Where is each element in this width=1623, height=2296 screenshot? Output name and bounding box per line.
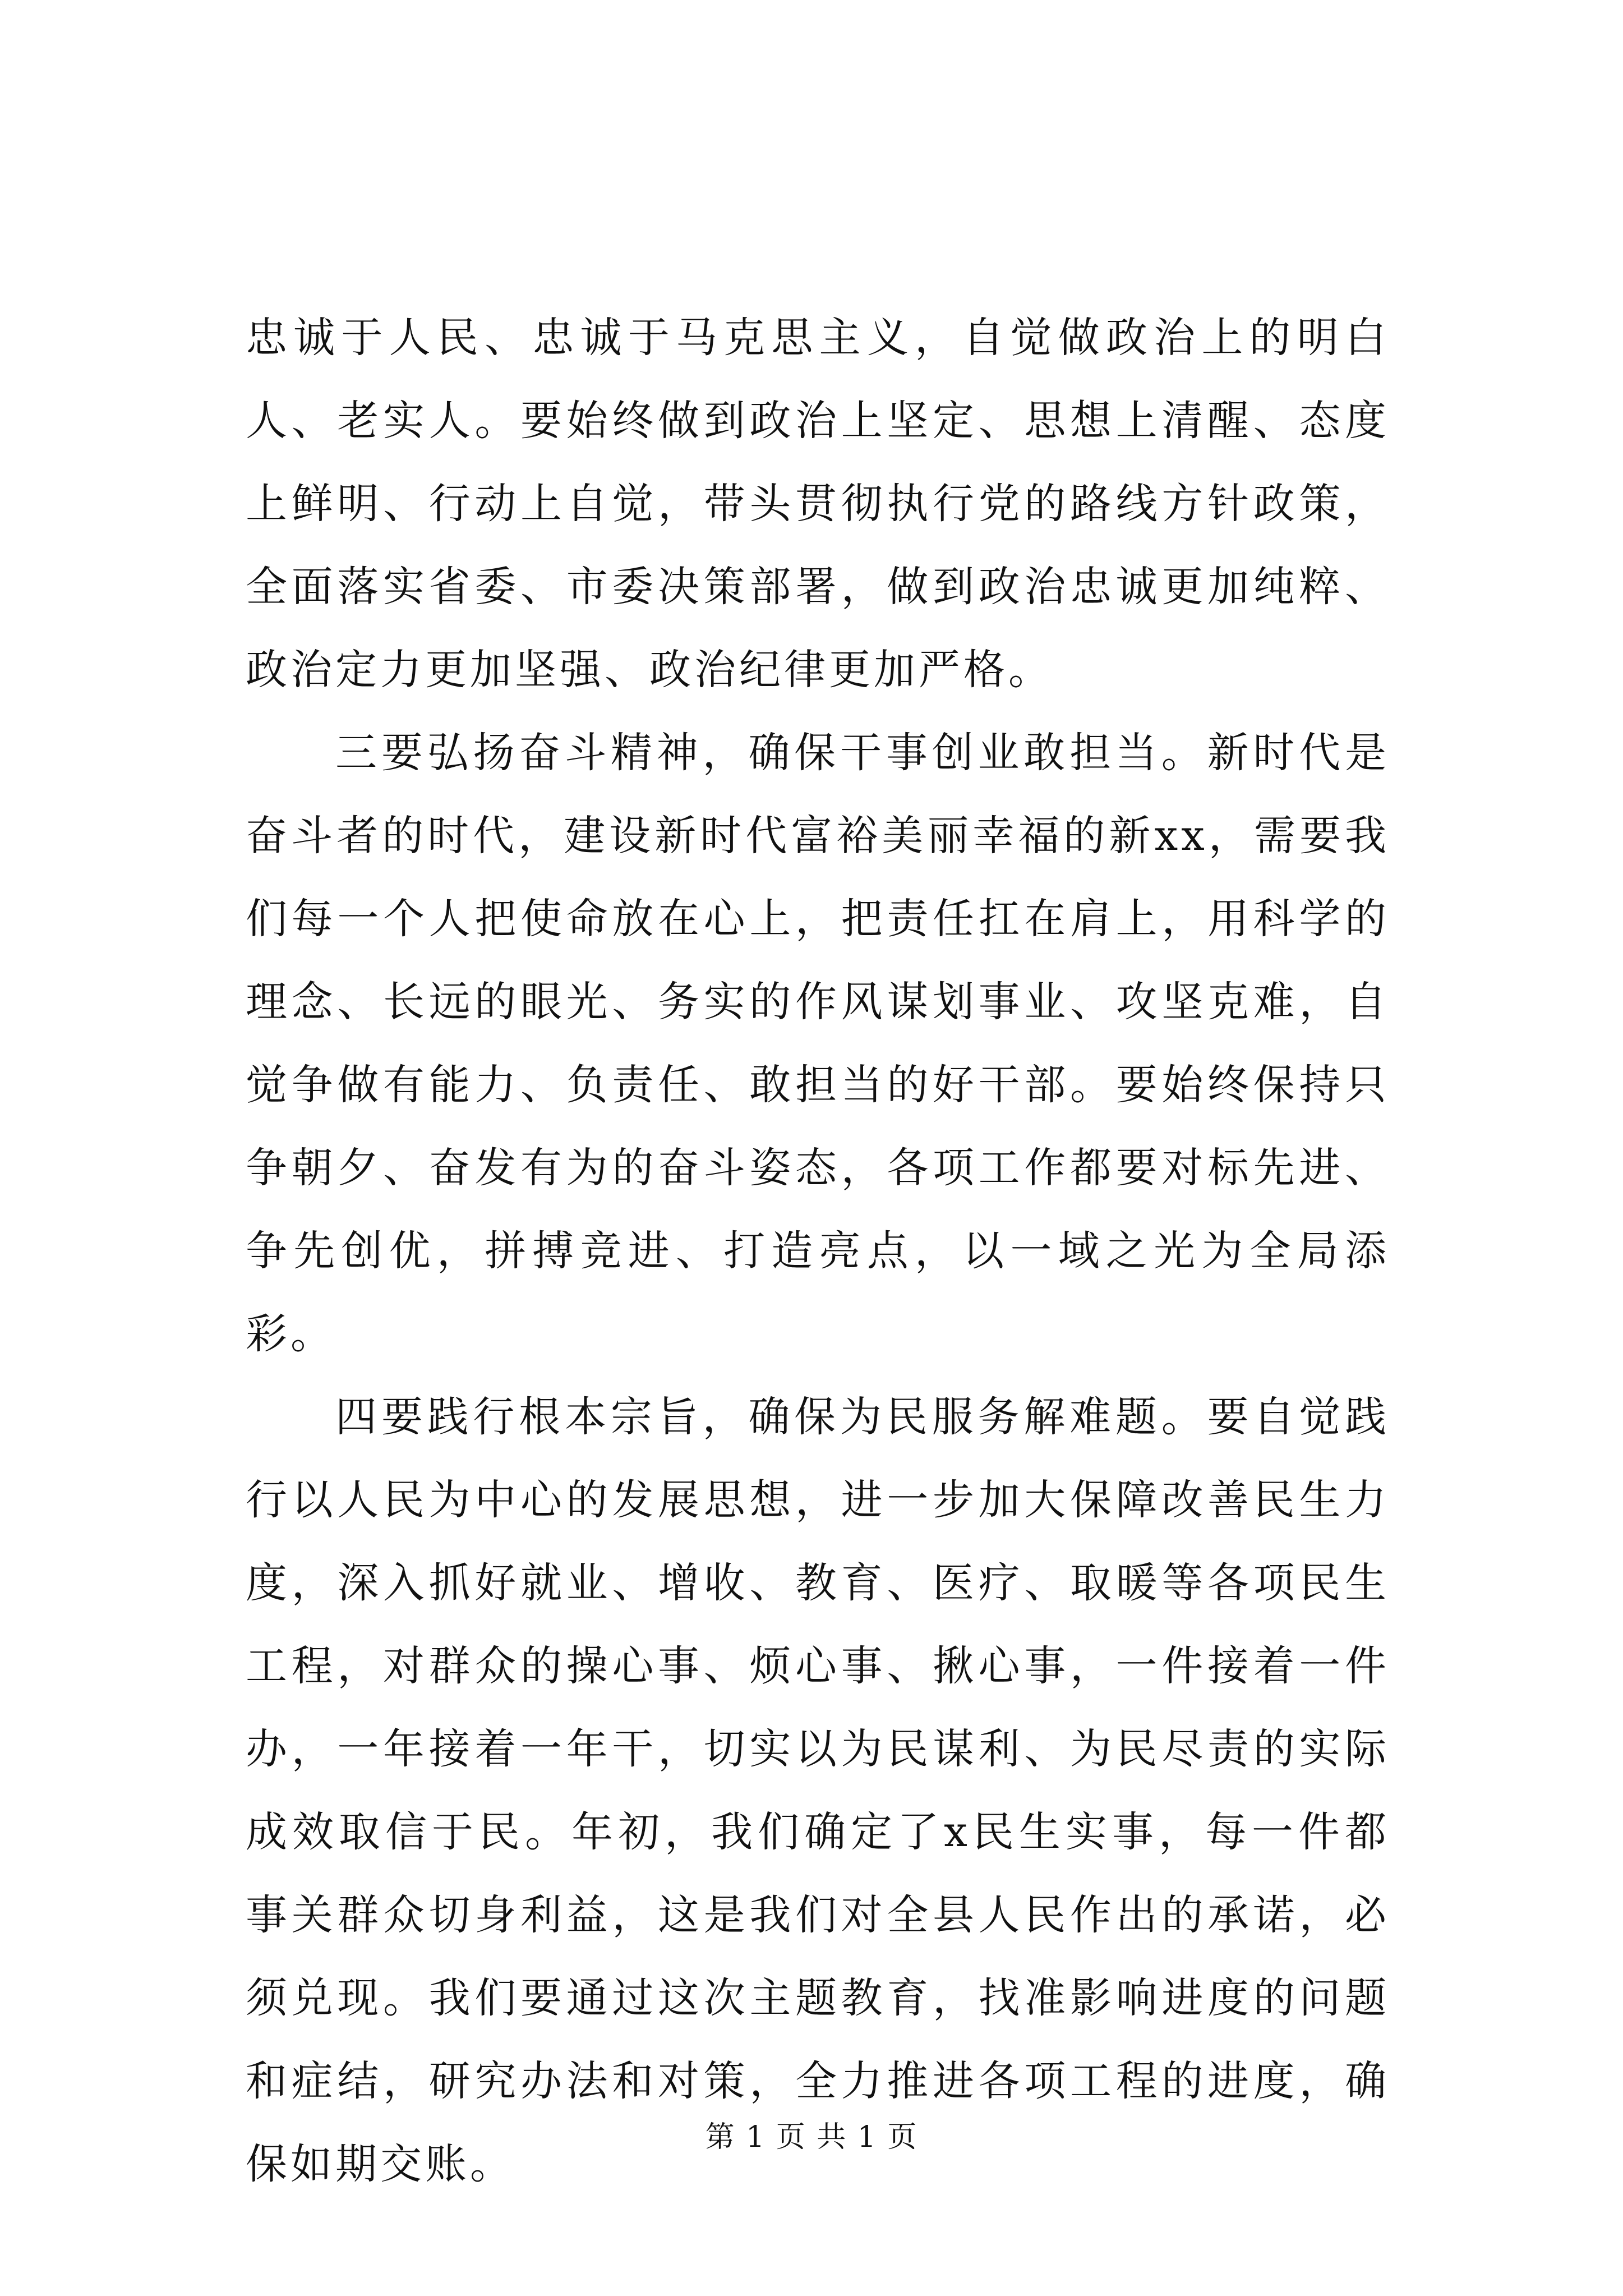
paragraph-point-four: 四要践行根本宗旨，确保为民服务解难题。要自觉践行以人民为中心的发展思想，进一步加大保障改善民生力度，深入抓好就业、增收、教育、医疗、取暖等各项民生工程，对群众的操心事、烦心事、揪心事，一件接着一件办，一年接着一年干，切实以为民谋利、为民尽责的实际成效取信于民。年初，我们确定了x民生实事，每一件都事关群众切身利益，这是我们对全县人民作出的承诺，必须兑现。我们要通过这次主题教育，找准影响进度的问题和症结，研究办法和对策，全力推进各项工程的进度，确保如期交账。 bbox=[246, 1393, 1390, 2188]
document-body bbox=[246, 296, 1390, 2206]
page-footer: 第 1 页 共 1 页 bbox=[705, 2120, 918, 2154]
paragraph-continuation: 忠诚于人民、忠诚于马克思主义，自觉做政治上的明白人、老实人。要始终做到政治上坚定、思想上清醒、态度上鲜明、行动上自觉，带头贯彻执行党的路线方针政策，全面落实省委、市委决策部署，做到政治忠诚更加纯粹、政治定力更加坚强、政治纪律更加严格。 bbox=[246, 314, 1390, 694]
paragraph-point-three: 三要弘扬奋斗精神，确保干事创业敢担当。新时代是奋斗者的时代，建设新时代富裕美丽幸福的新xx，需要我们每一个人把使命放在心上，把责任扛在肩上，用科学的理念、长远的眼光、务实的作风谋划事业、攻坚克难，自觉争做有能力、负责任、敢担当的好干部。要始终保持只争朝夕、奋发有为的奋斗姿态，各项工作都要对标先进、争先创优，拼搏竞进、打造亮点，以一域之光为全局添彩。 bbox=[246, 729, 1390, 1358]
